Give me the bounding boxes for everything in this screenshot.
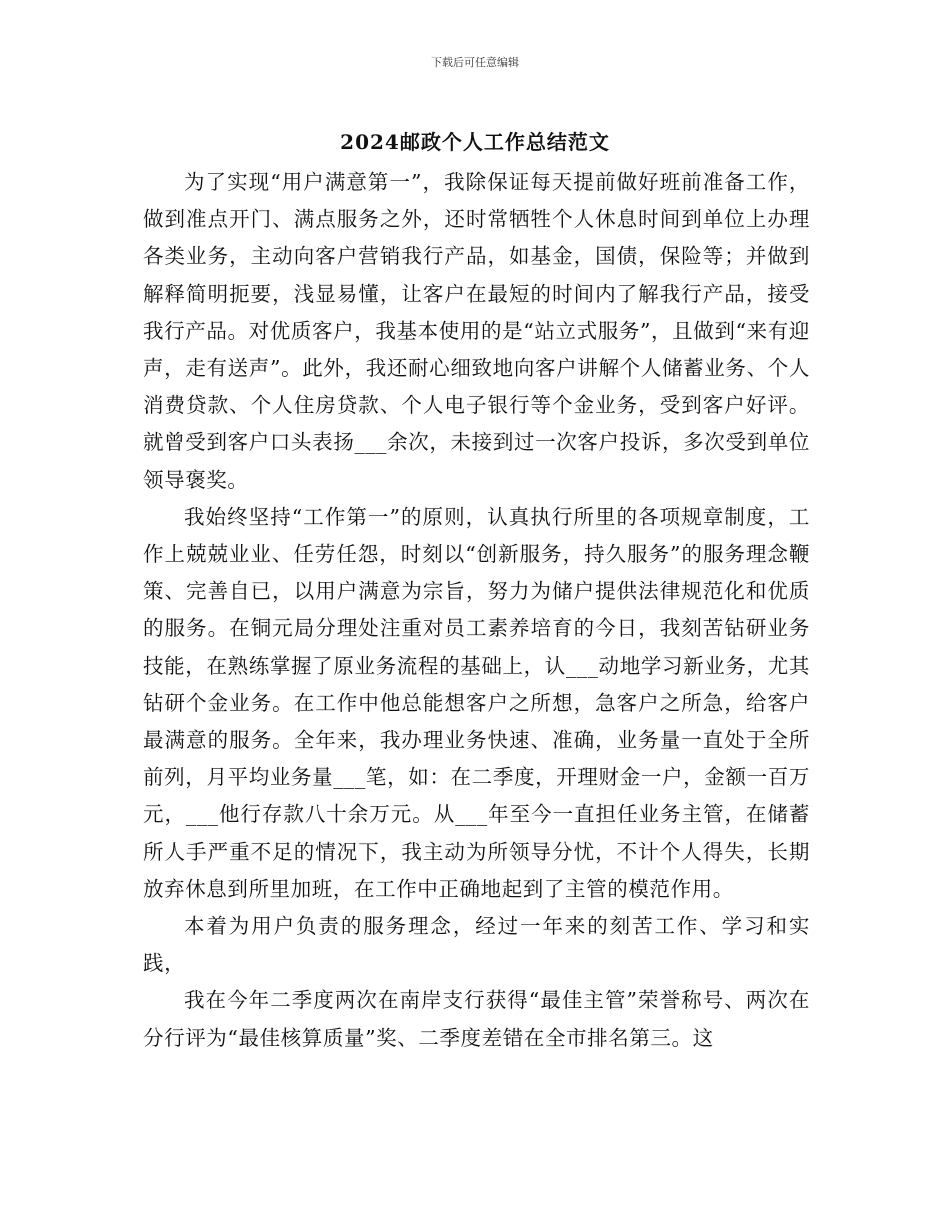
paragraph-practice: 本着为用户负责的服务理念，经过一年来的刻苦工作、学习和实践， — [143, 914, 810, 976]
paragraph-principles: 我始终坚持“工作第一”的原则，认真执行所里的各项规章制度，工作上兢兢业业、任劳任怨，时刻以“创新服务，持久服务”的服务理念鞭策、完善自已，以用户满意为宗旨，努力为储户提供法律规范化和优质的服务。在铜元局分理处注重对员工素养培育的今日，我刻苦钻研业务技能，在熟练掌握了原业务流程的基础上，认___动地学习新业务，尤其钻研个金业务。在工作中他总能想客户之所想，急客户之所急，给客户最满意的服务。全年来，我办理业务快速、准确，业务量一直处于全所前列，月平均业务量___笔，如：在二季度，开理财金一户，金额一百万元，___他行存款八十余万元。从___年至今一直担任业务主管，在储蓄所人手严重不足的情况下，我主动为所领导分忧，不计个人得失，长期放弃休息到所里加班，在工作中正确地起到了主管的模范作用。 — [143, 504, 810, 901]
document-title: 2024邮政个人工作总结范文 — [340, 130, 610, 154]
header-note: 下载后可任意编辑 — [431, 56, 519, 69]
paragraph-service: 为了实现“用户满意第一”，我除保证每天提前做好班前准备工作，做到准点开门、满点服务之外，还时常牺牲个人休息时间到单位上办理各类业务，主动向客户营销我行产品，如基金，国债，保险等；并做到解释简明扼要，浅显易懂，让客户在最短的时间内了解我行产品，接受我行产品。对优质客户，我基本使用的是“站立式服务”，且做到“来有迎声，走有送声”。此外，我还耐心细致地向客户讲解个人储蓄业务、个人消费贷款、个人住房贷款、个人电子银行等个金业务，受到客户好评。就曾受到客户口头表扬___余次，未接到过一次客户投诉，多次受到单位领导褒奖。 — [143, 170, 810, 492]
paragraph-awards: 我在今年二季度两次在南岸支行获得“最佳主管”荣誉称号、两次在分行评为“最佳核算质量”奖、二季度差错在全市排名第三。这 — [143, 988, 810, 1050]
document-body — [143, 164, 810, 1057]
